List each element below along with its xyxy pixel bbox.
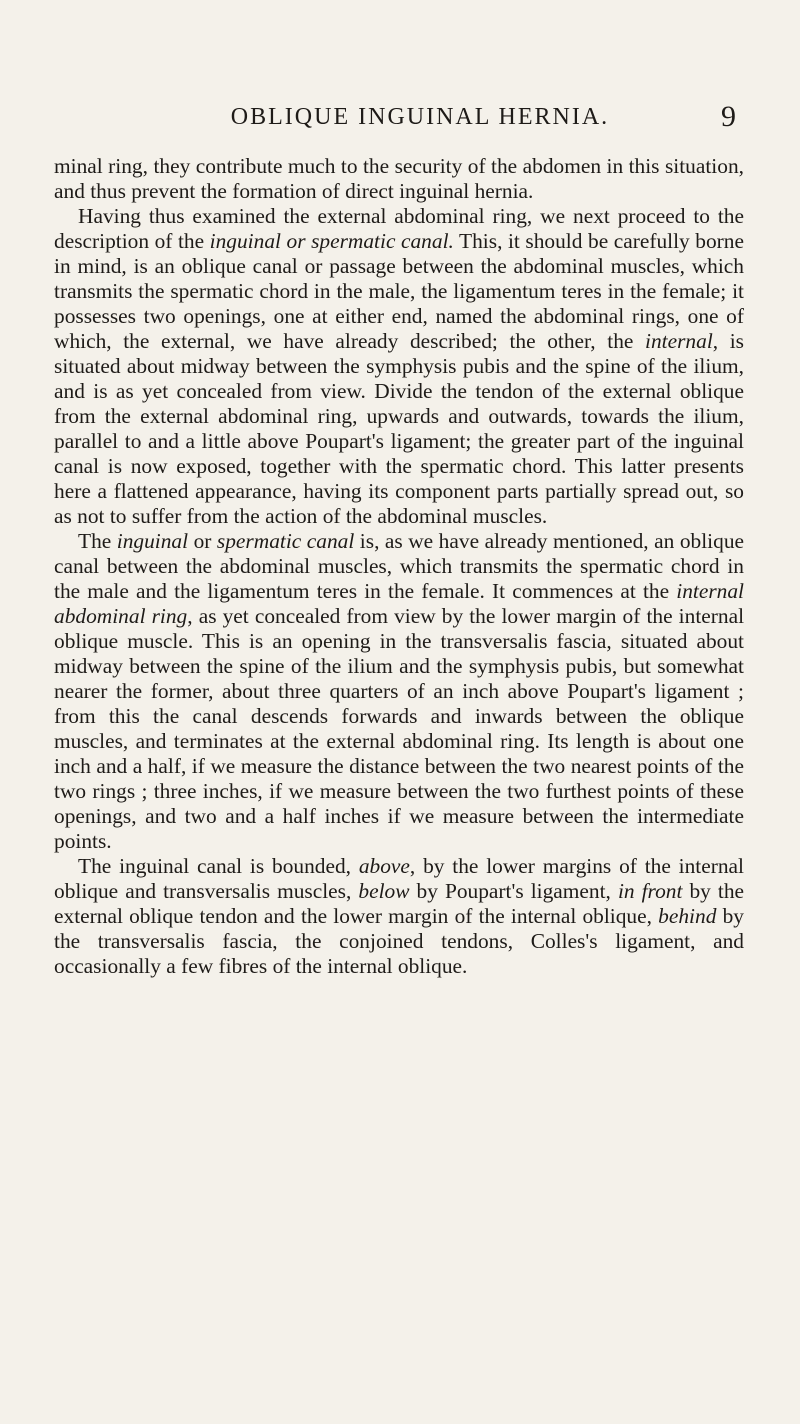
- text-run: or: [188, 529, 217, 553]
- italic-term: internal abdominal ring: [54, 579, 744, 628]
- text-run: minal ring, they contribute much to the security of the abdomen in this situation, and thus prevent the formation of direct inguinal hernia.: [54, 154, 744, 203]
- italic-term: inguinal: [116, 529, 189, 553]
- page-number: 9: [721, 100, 736, 133]
- running-head: [0, 100, 800, 134]
- paragraph: [54, 854, 744, 979]
- italic-term: inguinal or spermatic canal.: [209, 229, 454, 253]
- text-run: by the external oblique tendon and the lower margin of the internal oblique,: [54, 879, 745, 928]
- text-run: This, it should be carefully borne in mind, is an oblique canal or passage between the abdominal muscles, which transmits the spermatic chord in the male, the ligamentum teres in the female; it possesses two openings, one at either end, named the abdominal rings, one of which, the external, we have already described; the other, the: [54, 229, 744, 353]
- text-run: by Poupart's ligament,: [409, 879, 618, 903]
- text-run: is, as we have already mentioned, an oblique canal between the abdominal muscles, which transmits the spermatic chord in the male and the ligamentum teres in the female. It commences at the: [54, 529, 745, 603]
- italic-term: in front: [617, 879, 683, 903]
- text-run: by the transversalis fascia, the conjoined tendons, Colles's ligament, and occasionally a few fibres of the internal oblique.: [54, 904, 744, 978]
- body-text: [54, 154, 744, 979]
- italic-term: above: [358, 854, 410, 878]
- italic-term: spermatic canal: [216, 529, 355, 553]
- italic-term: below: [358, 879, 410, 903]
- italic-term: internal: [645, 329, 713, 353]
- italic-term: behind: [658, 904, 717, 928]
- text-run: The inguinal canal is bounded,: [78, 854, 359, 878]
- running-title: OBLIQUE INGUINAL HERNIA.: [230, 104, 610, 130]
- text-run: , is situated about midway between the symphysis pubis and the spine of the ilium, and is as yet concealed from view. Divide the tendon of the external oblique from the external abdominal ring, upwards and outwards, towards the ilium, parallel to and a little above Poupart's ligament; the greater part of the inguinal canal is now exposed, together with the spermatic chord. This latter presents here a flattened appearance, having its component parts partially spread out, so as not to suffer from the action of the abdominal muscles.: [54, 329, 744, 528]
- text-run: , by the lower margins of the internal oblique and transversalis muscles,: [54, 854, 744, 903]
- text-run: The: [78, 529, 117, 553]
- paragraph: [54, 529, 744, 854]
- text-run: , as yet concealed from view by the lower margin of the internal oblique muscle. This is an opening in the transversalis fascia, situated about midway between the spine of the ilium and the symphysis pubis, but somewhat nearer the former, about three quarters of an inch above Poupart's ligament ; from this the canal descends forwards and inwards between the oblique muscles, and terminates at the external abdominal ring. Its length is about one inch and a half, if we measure the distance between the two nearest points of the two rings ; three inches, if we measure between the two furthest points of these openings, and two and a half inches if we measure between the intermediate points.: [54, 604, 745, 853]
- paragraph: [54, 154, 744, 204]
- paragraph: [54, 204, 744, 529]
- text-run: Having thus examined the external abdominal ring, we next proceed to the description of the: [54, 204, 744, 253]
